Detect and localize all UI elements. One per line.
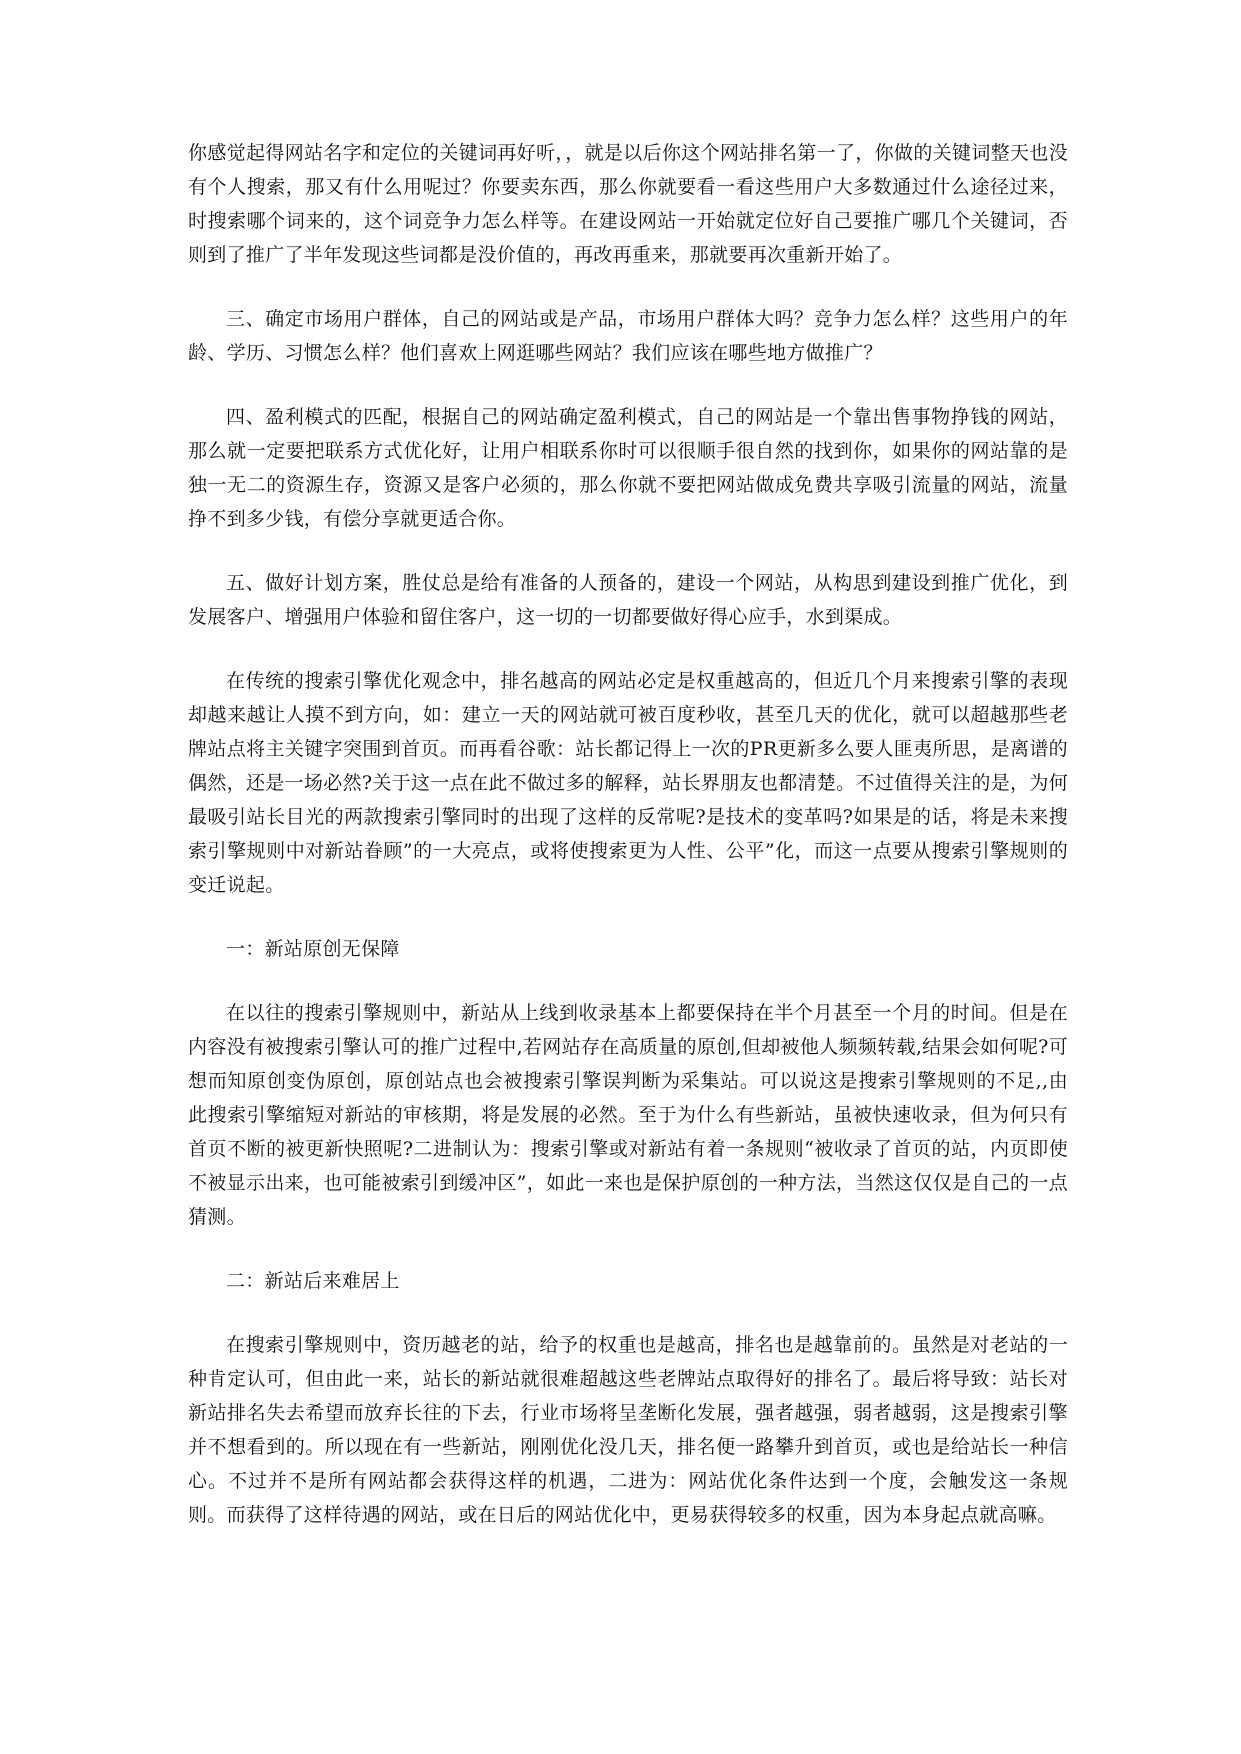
paragraph-profit-model: 四、盈利模式的匹配，根据自己的网站确定盈利模式，自己的网站是一个靠出售事物挣钱的网站，那么就一定要把联系方式优化好，让用户相联系你时可以很顺手很自然的找到你，如果你的网站靠的是独一无二的资源生存，资源又是客户必须的，那么你就不要把网站做成免费共享吸引流量的网站，流量挣不到多少钱，有偿分享就更适合你。 — [188, 406, 1068, 530]
paragraph-planning: 五、做好计划方案，胜仗总是给有准备的人预备的，建设一个网站，从构思到建设到推广优化，到发展客户、增强用户体验和留住客户，这一切的一切都要做好得心应手，水到渠成。 — [188, 572, 1068, 628]
section-heading-1: 一：新站原创无保障 — [226, 938, 400, 960]
paragraph-keyword-positioning: 你感觉起得网站名字和定位的关键词再好听，，就是以后你这个网站排名第一了，你做的关键词整天也没有个人搜索，那又有什么用呢过？你要卖东西，那么你就要看一看这些用户大多数通过什么途径过来，时搜索哪个词来的，这个词竞争力怎么样等。在建设网站一开始就定位好自己要推广哪几个关键词，否则到了推广了半年发现这些词都是没价值的，再改再重来，那就要再次重新开始了。 — [188, 142, 1068, 266]
paragraph-seo-intro: 在传统的搜索引擎优化观念中，排名越高的网站必定是权重越高的，但近几个月来搜索引擎的表现却越来越让人摸不到方向，如：建立一天的网站就可被百度秒收，甚至几天的优化，就可以超越那些老牌站点将主关键字突围到首页。而再看谷歌：站长都记得上一次的PR更新多么要人匪夷所思，是离谱的偶然，还是一场必然?关于这一点在此不做过多的解释，站长界朋友也都清楚。不过值得关注的是，为何最吸引站长目光的两款搜索引擎同时的出现了这样的反常呢?是技术的变革吗?如果是的话，将是未来搜索引擎规则中对新站眷顾”的一大亮点，或将使搜索更为人性、公平”化，而这一点要从搜索引擎规则的变迁说起。 — [188, 670, 1068, 896]
paragraph-original-content: 在以往的搜索引擎规则中，新站从上线到收录基本上都要保持在半个月甚至一个月的时间。但是在内容没有被搜索引擎认可的推广过程中,若网站存在高质量的原创,但却被他人频频转载,结果会如何呢?可想而知原创变伪原创，原创站点也会被搜索引擎误判断为采集站。可以说这是搜索引擎规则的不足,,由此搜索引擎缩短对新站的审核期，将是发展的必然。至于为什么有些新站，虽被快速收录，但为何只有首页不断的被更新快照呢?二进制认为：搜索引擎或对新站有着一条规则“被收录了首页的站，内页即使不被显示出来，也可能被索引到缓冲区”，如此一来也是保护原创的一种方法，当然这仅仅是自己的一点猜测。 — [188, 1002, 1068, 1228]
document-page — [188, 136, 1068, 1562]
paragraph-new-sites: 在搜索引擎规则中，资历越老的站，给予的权重也是越高，排名也是越靠前的。虽然是对老站的一种肯定认可，但由此一来，站长的新站就很难超越这些老牌站点取得好的排名了。最后将导致：站长对新站排名失去希望而放弃长往的下去，行业市场将呈垄断化发展，强者越强，弱者越弱，这是搜索引擎并不想看到的。所以现在有一些新站，刚刚优化没几天，排名便一路攀升到首页，或也是给站长一种信心。不过并不是所有网站都会获得这样的机遇，二进为：网站优化条件达到一个度，会触发这一条规则。而获得了这样待遇的网站，或在日后的网站优化中，更易获得较多的权重，因为本身起点就高嘛。 — [188, 1334, 1068, 1526]
paragraph-target-users: 三、确定市场用户群体，自己的网站或是产品，市场用户群体大吗？竞争力怎么样？这些用户的年龄、学历、习惯怎么样？他们喜欢上网逛哪些网站？我们应该在哪些地方做推广？ — [188, 308, 1068, 364]
section-heading-2: 二：新站后来难居上 — [226, 1270, 400, 1292]
